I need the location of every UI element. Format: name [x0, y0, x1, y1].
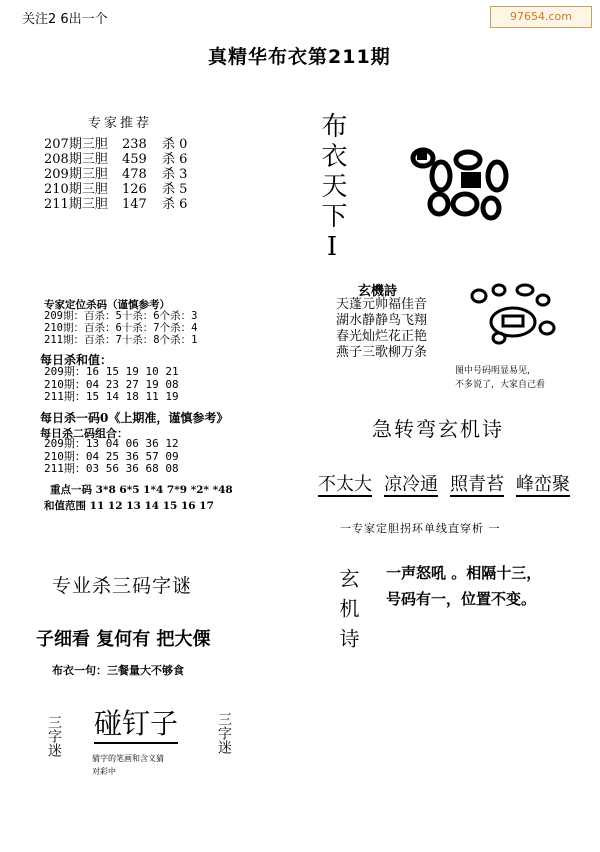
buyi-vertical: 布衣天下I [317, 112, 347, 266]
list-item: 210期：04 25 36 57 09 [44, 449, 179, 463]
table-cell: 459 [122, 152, 147, 167]
sum-range-text: 和值范围 11 12 13 14 15 16 17 [44, 500, 214, 512]
table-cell: 杀 0 [162, 137, 188, 152]
list-item: 209期：百杀：5十杀：6个杀：3 [44, 310, 198, 322]
table-cell: 杀 3 [162, 167, 188, 182]
xuanji-poem [336, 297, 427, 361]
watermark-badge: 97654.com [490, 6, 592, 28]
position-kill-heading: 专家定位杀码（谨慎参考） [44, 299, 170, 311]
table-row [44, 167, 202, 182]
poem-line-2: 号码有一，位置不变。 [386, 590, 537, 608]
key-kill-text: 重点一码 3*8 6*5 1*4 7*9 *2* *48 [50, 484, 233, 496]
table-cell: 478 [122, 167, 147, 182]
table-row [44, 152, 202, 167]
table-row [44, 182, 202, 197]
poem-line-1: 一声怒吼 。相隔十三， [386, 564, 542, 582]
list-item: 211期：03 56 36 68 08 [44, 462, 179, 476]
table-row [44, 137, 202, 152]
table-cell: 杀 6 [162, 197, 188, 212]
right-zimi-vertical: 三字迷 [216, 712, 232, 754]
hint-line-2: 对彩中 [92, 767, 116, 776]
zimi-phrase: 子细看 复何有 把大傈 [36, 629, 211, 650]
jizhuan-title: 急转弯玄机诗 [372, 417, 504, 441]
table-cell: 211期三胆 [44, 197, 108, 212]
table-cell: 238 [122, 137, 147, 152]
page-title: 真精华布衣第211期 [208, 46, 391, 68]
phrase-2: 凉冷通 [384, 474, 438, 495]
list-item: 209期：13 04 06 36 12 [44, 437, 179, 450]
list-item: 湖水静静鸟飞翔 [336, 313, 428, 328]
position-kill-list [44, 310, 197, 346]
list-item: 210期：百杀：6十杀：7个杀：4 [44, 322, 198, 335]
table-cell: 杀 6 [162, 152, 188, 167]
one-code-text: 每日杀一码0《上期准，谨慎参考》 [40, 411, 229, 425]
table-cell: 209期三胆 [44, 167, 108, 182]
table-cell: 210期三胆 [44, 182, 108, 197]
expert-table [44, 137, 202, 212]
xuanji-note: 图中号码明显易见， 不多说了，大家自己看 [455, 366, 546, 390]
list-item: 春光灿烂花正艳 [336, 329, 428, 344]
xuanjishi-vertical: 玄机诗 [336, 568, 360, 658]
table-cell: 207期三胆 [44, 137, 108, 152]
table-cell: 126 [122, 182, 147, 197]
phrase-1: 不太大 [318, 474, 372, 495]
xuanji-heading: 玄機詩 [358, 284, 398, 299]
list-item: 211期：百杀：7十杀：8个杀：1 [44, 334, 198, 347]
expert-heading: 专家推荐 [88, 116, 153, 131]
sum-heading: 每日杀和值： [40, 353, 113, 367]
table-cell: 杀 5 [162, 182, 188, 197]
list-item: 211期：15 14 18 11 19 [44, 390, 179, 404]
list-item: 209期：16 15 19 10 21 [44, 365, 179, 378]
jizhuan-divider: 一专家定胆拐环单线直穿析 一 [340, 522, 501, 535]
table-cell: 208期三胆 [44, 152, 108, 167]
phrase-3: 照青苔 [450, 474, 504, 495]
two-code-heading: 每日杀二码组合： [40, 427, 128, 440]
left-zimi-vertical: 三字迷 [46, 715, 62, 757]
two-code-list [44, 438, 179, 476]
hint-line-1: 猜字的笔画和含义猜 [92, 754, 164, 763]
list-item: 天蓬元帅福佳音 [336, 297, 428, 312]
buyi-sentence: 布衣一句：三餐量大不够食 [52, 664, 184, 677]
list-item: 210期：04 23 27 19 08 [44, 377, 179, 391]
list-item: 燕子三歌柳万条 [336, 345, 428, 360]
table-row [44, 197, 202, 212]
jizhuan-phrases [318, 470, 570, 496]
big-char-riddle: 碰钉子 [94, 702, 178, 744]
zimi-heading: 专业杀三码字谜 [52, 575, 193, 597]
stones-drawing-2-icon [465, 280, 560, 350]
table-cell: 147 [122, 197, 147, 212]
phrase-4: 峰峦聚 [516, 474, 570, 495]
stones-drawing-icon [405, 138, 515, 228]
sum-list [44, 366, 179, 404]
follow-text: 关注2 6出一个 [22, 12, 108, 27]
